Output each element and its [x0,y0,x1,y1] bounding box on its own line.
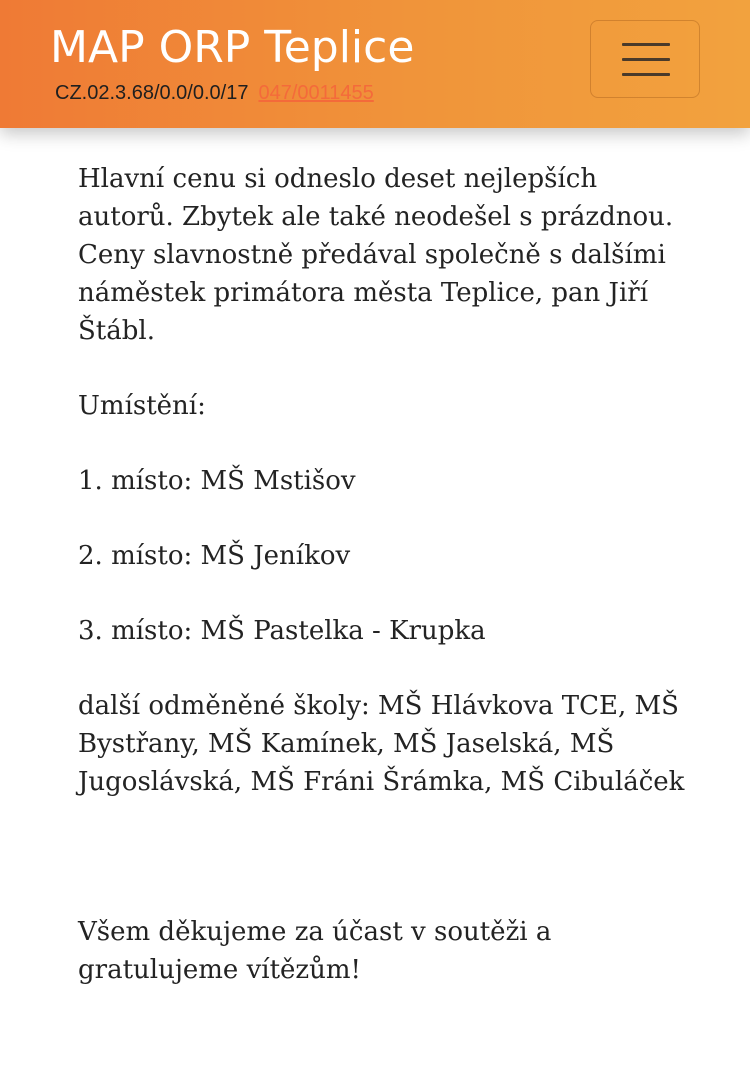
placement-heading: Umístění: [78,391,206,421]
article-intro: Hlavní cenu si odneslo deset nejlepších autorů. Zbytek ale také neodešel s prázdnou. Ceny slavnostně předával společně s dalšími náměstek primátora města Teplice, pan Jiří Štábl. [78,164,674,346]
project-code [55,80,374,106]
place-first: 1. místo: MŠ Mstišov [78,466,356,496]
place-second: 2. místo: MŠ Jeníkov [78,541,351,571]
place-third: 3. místo: MŠ Pastelka - Krupka [78,616,486,646]
article-content [78,160,688,989]
other-schools: další odměněné školy: MŠ Hlávkova TCE, MŠ Bystřany, MŠ Kamínek, MŠ Jaselská, MŠ Jugoslávská, MŠ Fráni Šrámka, MŠ Cibuláček [78,691,685,797]
thanks-text: Všem děkujeme za účast v soutěži a gratulujeme vítězům! [78,917,552,985]
menu-button[interactable] [590,20,700,98]
project-code-text: CZ.02.3.68/0.0/0.0/17 [55,82,249,104]
site-title[interactable]: MAP ORP Teplice [50,22,415,73]
site-header [0,0,750,128]
project-code-link[interactable]: 047/0011455 [258,82,374,104]
hamburger-menu-icon [622,43,670,77]
